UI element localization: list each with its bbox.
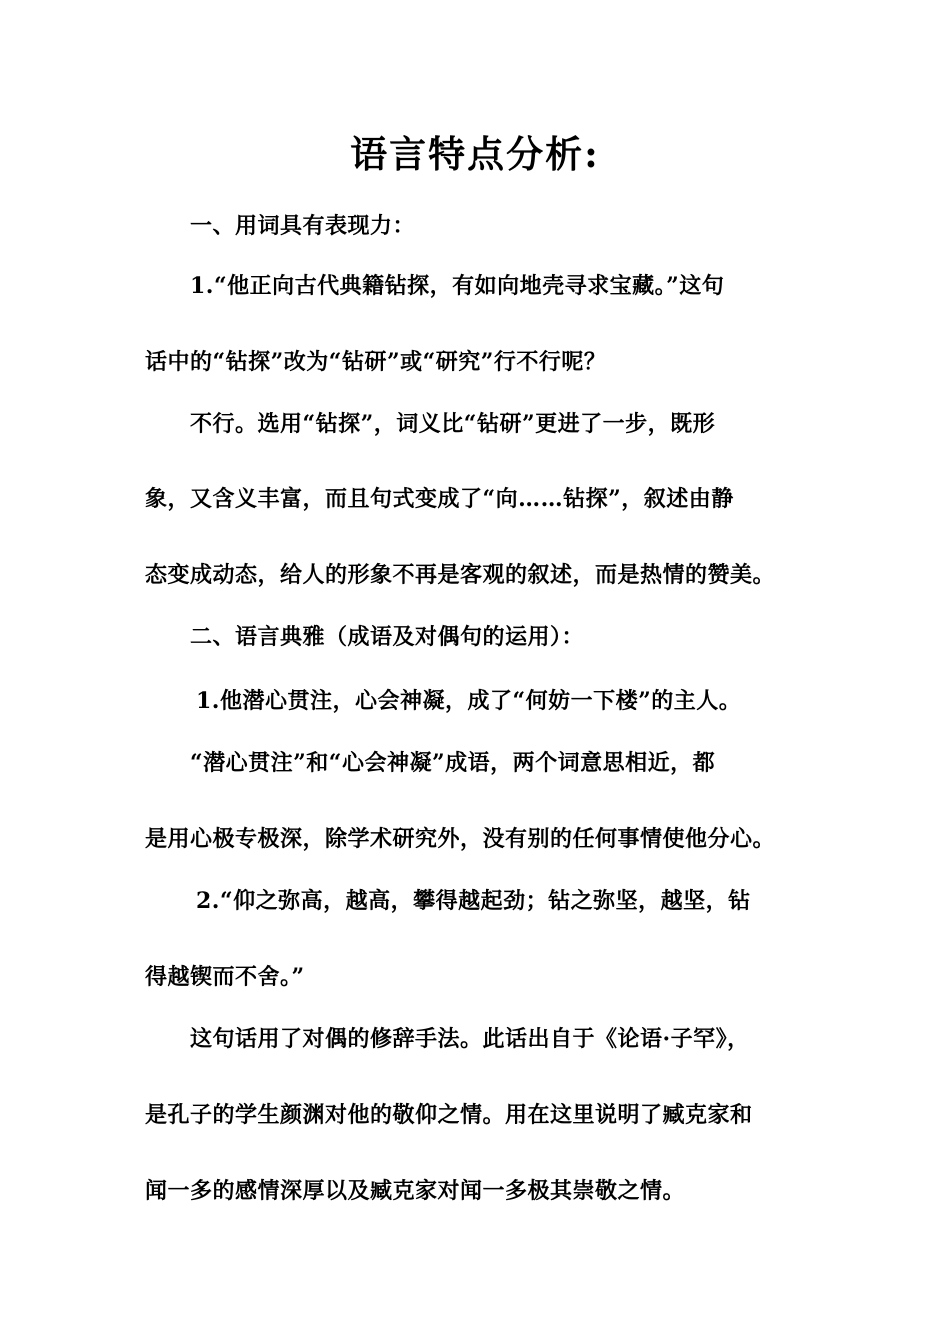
paragraph-line: 2.“仰之弥高，越高，攀得越起劲；钻之弥坚，越坚，钻 bbox=[196, 888, 751, 914]
paragraph-line: 是孔子的学生颜渊对他的敬仰之情。用在这里说明了臧克家和 bbox=[145, 1102, 753, 1128]
paragraph-line: 这句话用了对偶的修辞手法。此话出自于《论语·子罕》， bbox=[190, 1026, 750, 1052]
paragraph-line: 话中的“钻探”改为“钻研”或“研究”行不行呢？ bbox=[145, 349, 607, 375]
paragraph-line: 不行。选用“钻探”，词义比“钻研”更进了一步，既形 bbox=[190, 411, 716, 437]
paragraph-line: 态变成动态，给人的形象不再是客观的叙述，而是热情的赞美。 bbox=[145, 562, 776, 588]
paragraph-line: 闻一多的感情深厚以及臧克家对闻一多极其崇敬之情。 bbox=[145, 1178, 686, 1204]
paragraph-line: 1.“他正向古代典籍钻探，有如向地壳寻求宝藏。”这句 bbox=[190, 273, 725, 299]
paragraph-line: 是用心极专极深，除学术研究外，没有别的任何事情使他分心。 bbox=[145, 826, 776, 852]
paragraph-line: “潜心贯注”和“心会神凝”成语，两个词意思相近，都 bbox=[190, 750, 716, 776]
document-title: 语言特点分析: bbox=[350, 132, 600, 176]
paragraph-line: 得越锲而不舍。” bbox=[145, 964, 305, 990]
section-heading-elegance: 二、语言典雅（成语及对偶句的运用）： bbox=[190, 624, 585, 650]
paragraph-line: 象，又含义丰富，而且句式变成了“向……钻探”，叙述由静 bbox=[145, 486, 734, 512]
section-heading-vocabulary: 一、用词具有表现力： bbox=[190, 213, 416, 239]
paragraph-line: 1.他潜心贯注，心会神凝，成了“何妨一下楼”的主人。 bbox=[196, 688, 742, 714]
